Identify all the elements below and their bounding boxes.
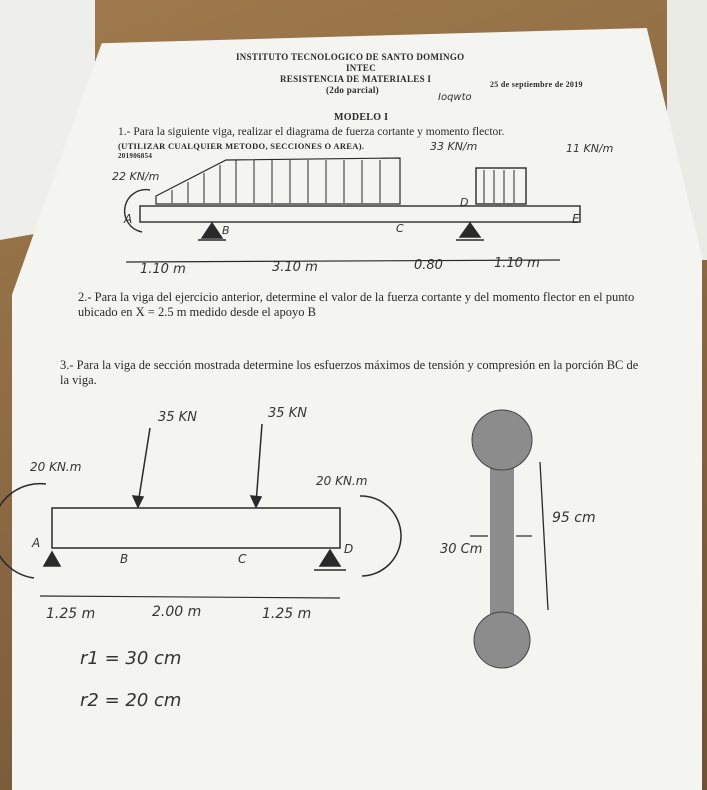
q3-support-d xyxy=(320,550,340,566)
section-top-circle xyxy=(472,410,532,470)
q1-point-c: C xyxy=(396,222,404,235)
q1-beam-diagram xyxy=(125,158,580,262)
q2-text: 2.- Para la viga del ejercicio anterior, determine el valor de la fuerza cortante y del momento flector en el punto ubicado en X = 2.5 m medido desde el apoyo B xyxy=(78,290,635,319)
q3-force-arrow-right xyxy=(256,424,262,504)
handwritten-note: Ioqwto xyxy=(438,92,472,103)
q3-point-d: D xyxy=(344,542,354,556)
q3-force-left: 35 KN xyxy=(158,410,197,425)
section-bottom-circle xyxy=(474,612,530,668)
r1-value: r1 = 30 cm xyxy=(80,648,182,669)
q3-beam-diagram xyxy=(0,424,401,598)
q1-support-d xyxy=(460,223,480,237)
q1-point-b: B xyxy=(222,224,230,237)
exam-date: 25 de septiembre de 2019 xyxy=(490,80,583,89)
section-height: 95 cm xyxy=(552,510,596,526)
section-height-dimension xyxy=(540,462,548,610)
q3-cross-section xyxy=(470,410,548,668)
q1-dim-1: 1.10 m xyxy=(140,262,186,277)
q1-load-arrows xyxy=(172,160,380,203)
q3-point-c: C xyxy=(238,552,247,566)
q1-point-d: D xyxy=(460,196,469,209)
q3-point-b: B xyxy=(120,552,129,566)
q1-dimension-line xyxy=(126,260,560,262)
q3-dim-1: 1.25 m xyxy=(46,606,96,622)
q3-beam xyxy=(52,508,340,548)
q1-text: 1.- Para la siguiente viga, realizar el diagrama de fuerza cortante y momento flector. xyxy=(118,126,505,138)
q3-moment-right-arrow xyxy=(360,496,401,576)
q1-load-left: 22 KN/m xyxy=(112,170,160,183)
model-label: MODELO I xyxy=(334,112,389,123)
q3-dim-2: 2.00 m xyxy=(152,604,202,620)
q1-point-a: A xyxy=(124,212,133,226)
q1-support-b xyxy=(202,223,222,238)
q1-beam xyxy=(140,206,580,222)
q1-dim-2: 3.10 m xyxy=(272,260,318,275)
q3-text: 3.- Para la viga de sección mostrada determine los esfuerzos máximos de tensión y compresión en la porción BC de la viga. xyxy=(60,358,639,387)
q1-point-e: E xyxy=(572,212,580,226)
q3-moment-right: 20 KN.m xyxy=(316,474,368,488)
exam-type: (2do parcial) xyxy=(326,85,379,95)
section-web-width: 30 Cm xyxy=(440,542,483,557)
q1-subtext: (UTILIZAR CUALQUIER METODO, SECCIONES O AREA). xyxy=(118,141,365,151)
q3-support-a xyxy=(44,552,60,566)
q3-moment-left: 20 KN.m xyxy=(30,460,82,474)
q3-dimension-line xyxy=(40,596,340,598)
section-web xyxy=(490,450,514,620)
q1-dim-4: 1.10 m xyxy=(494,256,540,271)
q1-load-mid: 33 KN/m xyxy=(430,140,478,153)
institute-name: INSTITUTO TECNOLOGICO DE SANTO DOMINGO xyxy=(236,52,465,62)
q3-force-right: 35 KN xyxy=(268,406,307,421)
q3-point-a: A xyxy=(32,536,41,550)
q3-moment-left-arrow xyxy=(0,484,46,578)
q1-moment-a xyxy=(125,190,150,232)
intec-label: INTEC xyxy=(346,63,377,73)
q1-distributed-load xyxy=(156,158,400,204)
course-name: RESISTENCIA DE MATERIALES I xyxy=(280,74,432,84)
q3-dim-3: 1.25 m xyxy=(262,606,312,622)
q1-dim-3: 0.80 xyxy=(414,258,443,273)
q1-load-right: 11 KN/m xyxy=(566,142,614,155)
q3-force-arrow-left xyxy=(138,428,150,504)
r2-value: r2 = 20 cm xyxy=(80,690,182,711)
student-id: 201906854 xyxy=(118,152,153,160)
